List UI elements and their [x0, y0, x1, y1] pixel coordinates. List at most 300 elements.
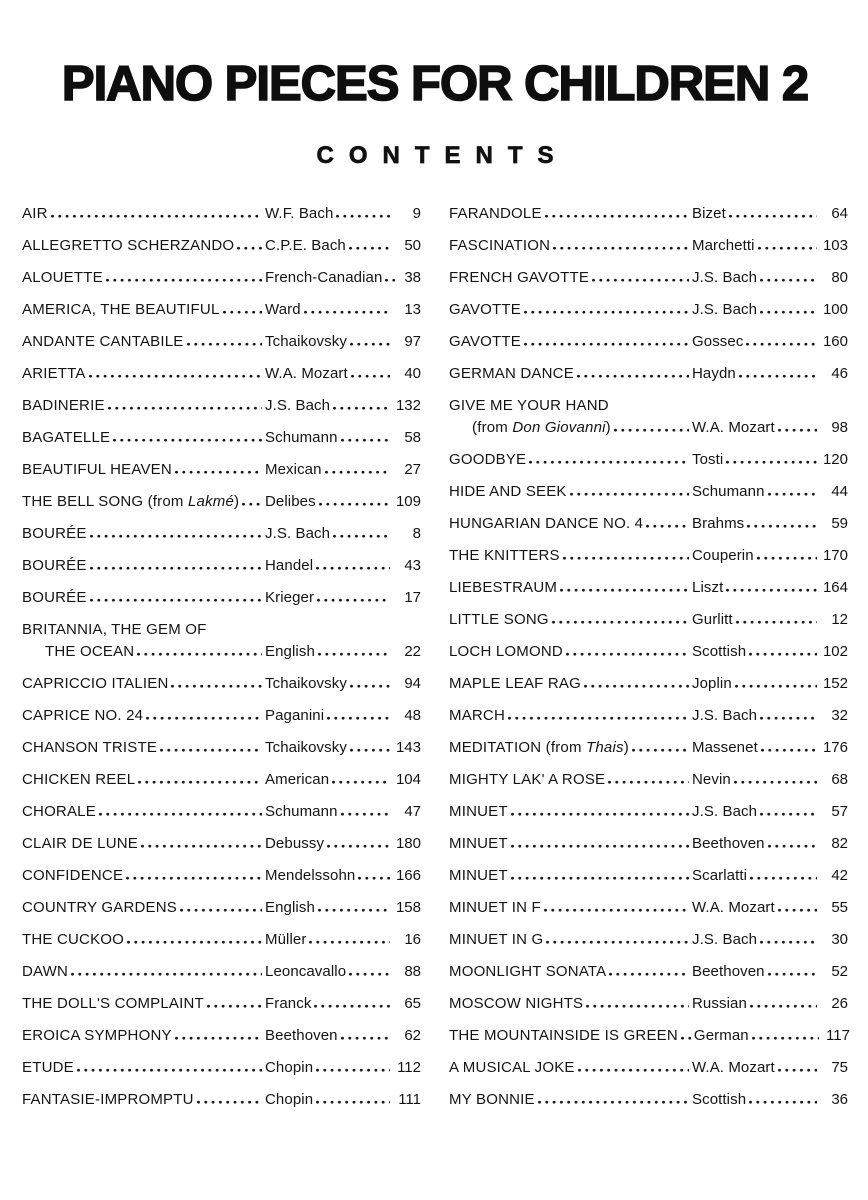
toc-entry-composer: Tchaikovsky: [265, 332, 347, 350]
book-title: PIANO PIECES FOR CHILDREN 2: [61, 57, 809, 111]
toc-entry-composer-cell: [692, 994, 820, 1014]
dot-leader: [242, 502, 262, 506]
toc-entry: [449, 332, 848, 352]
toc-entry: [22, 770, 421, 790]
toc-entry-title: AIR: [22, 204, 48, 222]
toc-entry: [22, 460, 421, 480]
toc-entry: [22, 428, 421, 448]
toc-entry: [449, 514, 848, 534]
dot-leader: [726, 460, 817, 464]
toc-entry-page-number: 103: [822, 236, 848, 254]
dot-leader: [106, 278, 262, 282]
toc-entry-composer: German: [693, 1026, 749, 1044]
dot-leader: [552, 620, 689, 624]
toc-entry-page-number: 40: [404, 364, 421, 382]
toc-entry-page-number: 9: [412, 204, 421, 222]
toc-entry: [22, 1026, 421, 1046]
dot-leader: [553, 246, 689, 250]
toc-entry-title-line1: BRITANNIA, THE GEM OF: [22, 620, 207, 638]
toc-entry: [22, 738, 421, 758]
toc-entry-page-number: 80: [831, 268, 848, 286]
toc-entry-page-number: 8: [412, 524, 421, 542]
toc-entry: [449, 770, 848, 790]
toc-entry: [22, 268, 421, 288]
toc-entry-title: THE OCEAN: [45, 642, 135, 660]
toc-entry: [449, 1090, 848, 1110]
dot-leader: [333, 534, 390, 538]
toc-entry-title: GOODBYE: [449, 450, 527, 468]
toc-entry-title: ARIETTA: [22, 364, 86, 382]
toc-entry-row: [449, 1026, 848, 1046]
toc-entry: [449, 642, 848, 662]
toc-entry-title: THE BELL SONG (from Lakmé): [22, 492, 240, 510]
toc-entry-row: [22, 588, 421, 608]
dot-leader: [681, 1036, 691, 1040]
toc-entry: [449, 994, 848, 1014]
toc-entry-row: [449, 514, 848, 534]
toc-entry-page-number: 58: [404, 428, 421, 446]
dot-leader: [341, 438, 390, 442]
toc-entry-page-number: 120: [822, 450, 848, 468]
toc-entry-page-number: 62: [404, 1026, 421, 1044]
toc-entry: [449, 1026, 848, 1046]
toc-entry: [449, 834, 848, 854]
toc-entry-composer-cell: [265, 674, 393, 694]
toc-entry-composer-cell: [692, 546, 820, 566]
toc-entry-composer-cell: [692, 268, 820, 288]
toc-entry: [22, 556, 421, 576]
toc-entry-title: MARCH: [449, 706, 505, 724]
toc-entry-composer: Handel: [265, 556, 314, 574]
toc-entry-composer: Ward: [265, 300, 301, 318]
dot-leader: [746, 342, 817, 346]
dot-leader: [570, 492, 689, 496]
dot-leader: [614, 428, 689, 432]
toc-entry-composer-cell: [265, 1058, 393, 1078]
dot-leader: [760, 310, 817, 314]
toc-entry-composer-cell: [692, 578, 820, 598]
toc-entry-row: [449, 642, 848, 662]
toc-entry-composer: J.S. Bach: [265, 524, 331, 542]
toc-entry-composer: Paganini: [265, 706, 325, 724]
toc-entry-composer-cell: [692, 898, 820, 918]
toc-entry: [449, 962, 848, 982]
toc-entry: [449, 546, 848, 566]
toc-entry-composer: W.A. Mozart: [265, 364, 348, 382]
toc-entry-title: THE DOLL'S COMPLAINT: [22, 994, 204, 1012]
toc-column-left: [22, 204, 421, 1122]
toc-entry: [22, 1090, 421, 1110]
dot-leader: [137, 652, 262, 656]
toc-entry: [449, 866, 848, 886]
toc-entry: [449, 450, 848, 470]
toc-entry-page-number: 43: [404, 556, 421, 574]
toc-entry-composer: Beethoven: [692, 834, 765, 852]
dot-leader: [511, 844, 689, 848]
toc-entry-row: [22, 834, 421, 854]
toc-entry-title: GAVOTTE: [449, 300, 521, 318]
toc-entry-title-italic: Don Giovanni: [512, 418, 606, 436]
toc-entry-title: BEAUTIFUL HEAVEN: [22, 460, 172, 478]
dot-leader: [508, 716, 689, 720]
dot-leader: [237, 246, 262, 250]
dot-leader: [333, 406, 390, 410]
dot-leader: [318, 652, 390, 656]
toc-entry-title: GAVOTTE: [449, 332, 521, 350]
toc-entry: [22, 236, 421, 256]
toc-entry-page-number: 27: [404, 460, 421, 478]
toc-entry-title: CONFIDENCE: [22, 866, 124, 884]
dot-leader: [358, 876, 390, 880]
toc-entry-composer-cell: [692, 674, 820, 694]
dot-leader: [768, 492, 817, 496]
toc-entry-title: CLAIR DE LUNE: [22, 834, 138, 852]
dot-leader: [760, 278, 817, 282]
toc-entry-title: THE CUCKOO: [22, 930, 125, 948]
toc-entry: [449, 300, 848, 320]
toc-entry-composer-cell: [265, 428, 393, 448]
dot-leader: [207, 1004, 262, 1008]
dot-leader: [309, 940, 390, 944]
toc-entry-composer-cell: [265, 802, 393, 822]
toc-entry-title: LOCH LOMOND: [449, 642, 563, 660]
toc-entry-page-number: 47: [404, 802, 421, 820]
toc-entry-composer-cell: [692, 962, 820, 982]
toc-entry-composer: J.S. Bach: [692, 268, 758, 286]
toc-entry: [449, 204, 848, 224]
toc-entry-composer: French-Canadian: [265, 268, 383, 286]
toc-entry-title: ETUDE: [22, 1058, 74, 1076]
dot-leader: [223, 310, 263, 314]
dot-leader: [90, 534, 262, 538]
toc-entry-row: [449, 674, 848, 694]
toc-entry-title: HUNGARIAN DANCE NO. 4: [449, 514, 644, 532]
toc-entry-composer-cell: [265, 1026, 393, 1046]
toc-entry: [22, 364, 421, 384]
toc-entry-title: CAPRICE NO. 24: [22, 706, 144, 724]
toc-entry-page-number: 176: [822, 738, 848, 756]
dot-leader: [197, 1100, 262, 1104]
toc-entry-row: [22, 706, 421, 726]
toc-entry-row: [22, 300, 421, 320]
toc-entry-row: [449, 738, 848, 758]
toc-entry-composer: Russian: [692, 994, 747, 1012]
toc-entry-composer-cell: [692, 204, 820, 224]
toc-entry-composer: J.S. Bach: [265, 396, 331, 414]
toc-entry-title: EROICA SYMPHONY: [22, 1026, 172, 1044]
toc-entry-page-number: 16: [404, 930, 421, 948]
toc-entry-row: [22, 930, 421, 950]
toc-entry: [22, 524, 421, 544]
toc-entry-page-number: 30: [831, 930, 848, 948]
dot-leader: [90, 598, 262, 602]
toc-entry-title: MY BONNIE: [449, 1090, 535, 1108]
dot-leader: [760, 812, 817, 816]
toc-entry-composer-cell: [692, 834, 820, 854]
dot-leader: [327, 844, 390, 848]
toc-entry-composer-cell: [265, 588, 393, 608]
toc-entry: [22, 706, 421, 726]
toc-entry: [22, 962, 421, 982]
dot-leader: [609, 972, 689, 976]
toc-entry-page-number: 17: [404, 588, 421, 606]
toc-entry-row: [449, 268, 848, 288]
toc-entry: [22, 204, 421, 224]
toc-entry-title: MINUET: [449, 802, 508, 820]
toc-entry-title: CHANSON TRISTE: [22, 738, 158, 756]
toc-entry-composer: Bizet: [692, 204, 726, 222]
toc-entry-title: MOSCOW NIGHTS: [449, 994, 584, 1012]
toc-entry-composer-cell: [265, 642, 393, 662]
toc-entry-page-number: 44: [831, 482, 848, 500]
dot-leader: [351, 374, 390, 378]
toc-entry: [449, 610, 848, 630]
toc-entry-composer: Scottish: [692, 642, 747, 660]
toc-entry-composer-cell: [692, 610, 820, 630]
toc-entry-row: [22, 460, 421, 480]
toc-entry-title-line1: GIVE ME YOUR HAND: [449, 396, 609, 414]
toc-entry-page-number: 75: [831, 1058, 848, 1076]
toc-entry-composer: Debussy: [265, 834, 325, 852]
dot-leader: [778, 428, 817, 432]
toc-entry-composer-cell: [692, 738, 820, 758]
toc-entry-composer-cell: [265, 770, 393, 790]
toc-entry: [449, 706, 848, 726]
dot-leader: [146, 716, 262, 720]
toc-entry-composer-cell: [265, 994, 393, 1014]
toc-entry-composer: Leoncavallo: [265, 962, 347, 980]
toc-entry-page-number: 46: [831, 364, 848, 382]
toc-entry-composer: Krieger: [265, 588, 315, 606]
toc-entry-composer-cell: [692, 866, 820, 886]
toc-entry: [22, 866, 421, 886]
toc-entry-composer-cell: [692, 930, 820, 950]
toc-entry-title: BOURÉE: [22, 524, 87, 542]
toc-entry-page-number: 102: [822, 642, 848, 660]
toc-entry: [22, 332, 421, 352]
toc-entry-composer: Mexican: [265, 460, 322, 478]
toc-entry-composer-cell: [692, 642, 820, 662]
toc-entry-row: [22, 1058, 421, 1078]
dot-leader: [577, 374, 689, 378]
toc-entry-composer: English: [265, 642, 315, 660]
toc-entry: [449, 236, 848, 256]
toc-entry: [449, 578, 848, 598]
toc-entry: [22, 802, 421, 822]
toc-entry-page-number: 36: [831, 1090, 848, 1108]
toc-entry-title: BOURÉE: [22, 556, 87, 574]
toc-entry: [22, 834, 421, 854]
toc-entry-title: MINUET: [449, 866, 508, 884]
toc-entry-page-number: 97: [404, 332, 421, 350]
toc-column-right: [449, 204, 848, 1122]
dot-leader: [314, 1004, 390, 1008]
toc-entry-composer-cell: [265, 706, 393, 726]
toc-entry-title: MEDITATION (from Thais): [449, 738, 629, 756]
toc-entry-page-number: 22: [404, 642, 421, 660]
toc-entry-title: GERMAN DANCE: [449, 364, 574, 382]
dot-leader: [316, 1100, 390, 1104]
toc-entry-composer-cell: [265, 460, 393, 480]
dot-leader: [160, 748, 262, 752]
toc-entry-composer: Schumann: [265, 428, 338, 446]
toc-entry-title: MAPLE LEAF RAG: [449, 674, 582, 692]
toc-entry-row: [449, 204, 848, 224]
dot-leader: [89, 374, 262, 378]
toc-entry-page-number: 94: [404, 674, 421, 692]
dot-leader: [646, 524, 689, 528]
toc-entry: [449, 802, 848, 822]
dot-leader: [734, 780, 817, 784]
toc-entry-title: MINUET IN F: [449, 898, 541, 916]
toc-entry-composer: Müller: [265, 930, 307, 948]
dot-leader: [747, 524, 817, 528]
toc-entry: [449, 482, 848, 502]
toc-entry-row: [22, 268, 421, 288]
dot-leader: [350, 684, 390, 688]
dot-leader: [171, 684, 262, 688]
toc-entry-composer-cell: [265, 204, 393, 224]
toc-entry-composer-cell: [265, 268, 393, 288]
toc-entry-page-number: 65: [404, 994, 421, 1012]
dot-leader: [735, 684, 817, 688]
toc-entry: [22, 620, 421, 662]
toc-entry-composer-cell: [692, 418, 820, 438]
dot-leader: [341, 812, 390, 816]
toc-entry: [449, 898, 848, 918]
toc-entry-composer: Scarlatti: [692, 866, 748, 884]
toc-entry-composer-cell: [265, 524, 393, 544]
toc-entry-composer: Liszt: [692, 578, 724, 596]
toc-entry-page-number: 158: [395, 898, 421, 916]
dot-leader: [138, 780, 262, 784]
toc-entry: [449, 930, 848, 950]
toc-entry-page-number: 109: [395, 492, 421, 510]
toc-entry-row: [449, 994, 848, 1014]
toc-entry-row: [449, 364, 848, 384]
toc-entry: [449, 738, 848, 758]
toc-entry-row: [22, 524, 421, 544]
toc-entry-title: COUNTRY GARDENS: [22, 898, 177, 916]
toc-entry-page-number: 132: [395, 396, 421, 414]
dot-leader: [739, 374, 817, 378]
toc-entry-row: [449, 802, 848, 822]
toc-entry-composer-cell: [265, 834, 393, 854]
toc-entry: [22, 588, 421, 608]
toc-entry-title: LIEBESTRAUM: [449, 578, 558, 596]
dot-leader: [113, 438, 262, 442]
toc-entry-composer: Mendelssohn: [265, 866, 356, 884]
dot-leader: [327, 716, 390, 720]
toc-entry-title: FARANDOLE: [449, 204, 542, 222]
dot-leader: [318, 908, 390, 912]
toc-entry-composer: American: [265, 770, 330, 788]
toc-entry-title-italic: Thais: [586, 738, 624, 756]
toc-entry-composer: Beethoven: [265, 1026, 338, 1044]
toc-entry-title-italic: Lakmé: [187, 492, 235, 510]
toc-entry-title: FRENCH GAVOTTE: [449, 268, 590, 286]
toc-entry-title: FANTASIE-IMPROMPTU: [22, 1090, 194, 1108]
toc-entry-title: A MUSICAL JOKE: [449, 1058, 575, 1076]
dot-leader: [341, 1036, 390, 1040]
dot-leader: [90, 566, 262, 570]
toc-entry-page-number: 26: [831, 994, 848, 1012]
toc-entry-composer-cell: [265, 556, 393, 576]
toc-entry-composer-cell: [265, 962, 393, 982]
dot-leader: [511, 876, 689, 880]
toc-entry-row: [22, 236, 421, 256]
toc-entry-title: FASCINATION: [449, 236, 551, 254]
toc-entry-title: BADINERIE: [22, 396, 105, 414]
dot-leader: [175, 470, 262, 474]
toc-entry: [449, 1058, 848, 1078]
toc-entry-composer: Couperin: [692, 546, 754, 564]
toc-entry-composer: Schumann: [692, 482, 765, 500]
toc-entry-composer: Tchaikovsky: [265, 738, 347, 756]
toc-entry-row: [22, 204, 421, 224]
dot-leader: [529, 460, 689, 464]
toc-entry-composer: Joplin: [692, 674, 732, 692]
toc-entry-page-number: 52: [831, 962, 848, 980]
dot-leader: [524, 310, 689, 314]
toc-entry-composer: Scottish: [692, 1090, 747, 1108]
toc-entry-composer-cell: [692, 706, 820, 726]
toc-entry-composer: Massenet: [692, 738, 758, 756]
toc-entry-title: THE KNITTERS: [449, 546, 560, 564]
dot-leader: [546, 940, 689, 944]
toc-entry-title: ANDANTE CANTABILE: [22, 332, 184, 350]
toc-entry-row: [449, 962, 848, 982]
dot-leader: [563, 556, 689, 560]
toc-entry-composer-cell: [692, 1058, 820, 1078]
toc-entry: [22, 930, 421, 950]
toc-entry-composer-cell: [265, 236, 393, 256]
toc-entry-composer-cell: [692, 236, 820, 256]
toc-entry-composer-cell: [265, 898, 393, 918]
toc-entry-title: ALLEGRETTO SCHERZANDO: [22, 236, 235, 254]
toc-entry-title: MOONLIGHT SONATA: [449, 962, 607, 980]
toc-entry-composer-cell: [265, 930, 393, 950]
dot-leader: [768, 844, 817, 848]
toc-entry-page-number: 152: [822, 674, 848, 692]
toc-entry-row: [22, 738, 421, 758]
toc-entry-page-number: 98: [831, 418, 848, 436]
toc-entry-page-number: 180: [395, 834, 421, 852]
dot-leader: [175, 1036, 262, 1040]
dot-leader: [758, 246, 817, 250]
dot-leader: [768, 972, 817, 976]
toc-entry-composer-cell: [265, 364, 393, 384]
toc-entry-row: [449, 770, 848, 790]
toc-entry-page-number: 88: [404, 962, 421, 980]
toc-entry: [449, 674, 848, 694]
toc-entry-composer-cell: [692, 450, 820, 470]
toc-entry-title: AMERICA, THE BEAUTIFUL: [22, 300, 220, 318]
toc-entry-row: [22, 332, 421, 352]
dot-leader: [584, 684, 689, 688]
toc-entry-composer-cell: [265, 866, 393, 886]
toc-entry-page-number: 160: [822, 332, 848, 350]
toc-entry: [449, 364, 848, 384]
toc-entry-page-number: 64: [831, 204, 848, 222]
toc-entry-row: [22, 994, 421, 1014]
toc-entry-row: [449, 834, 848, 854]
toc-entry-composer-cell: [692, 802, 820, 822]
toc-entry-row: [449, 578, 848, 598]
dot-leader: [350, 342, 390, 346]
dot-leader: [757, 556, 817, 560]
toc-entry-page-number: 82: [831, 834, 848, 852]
